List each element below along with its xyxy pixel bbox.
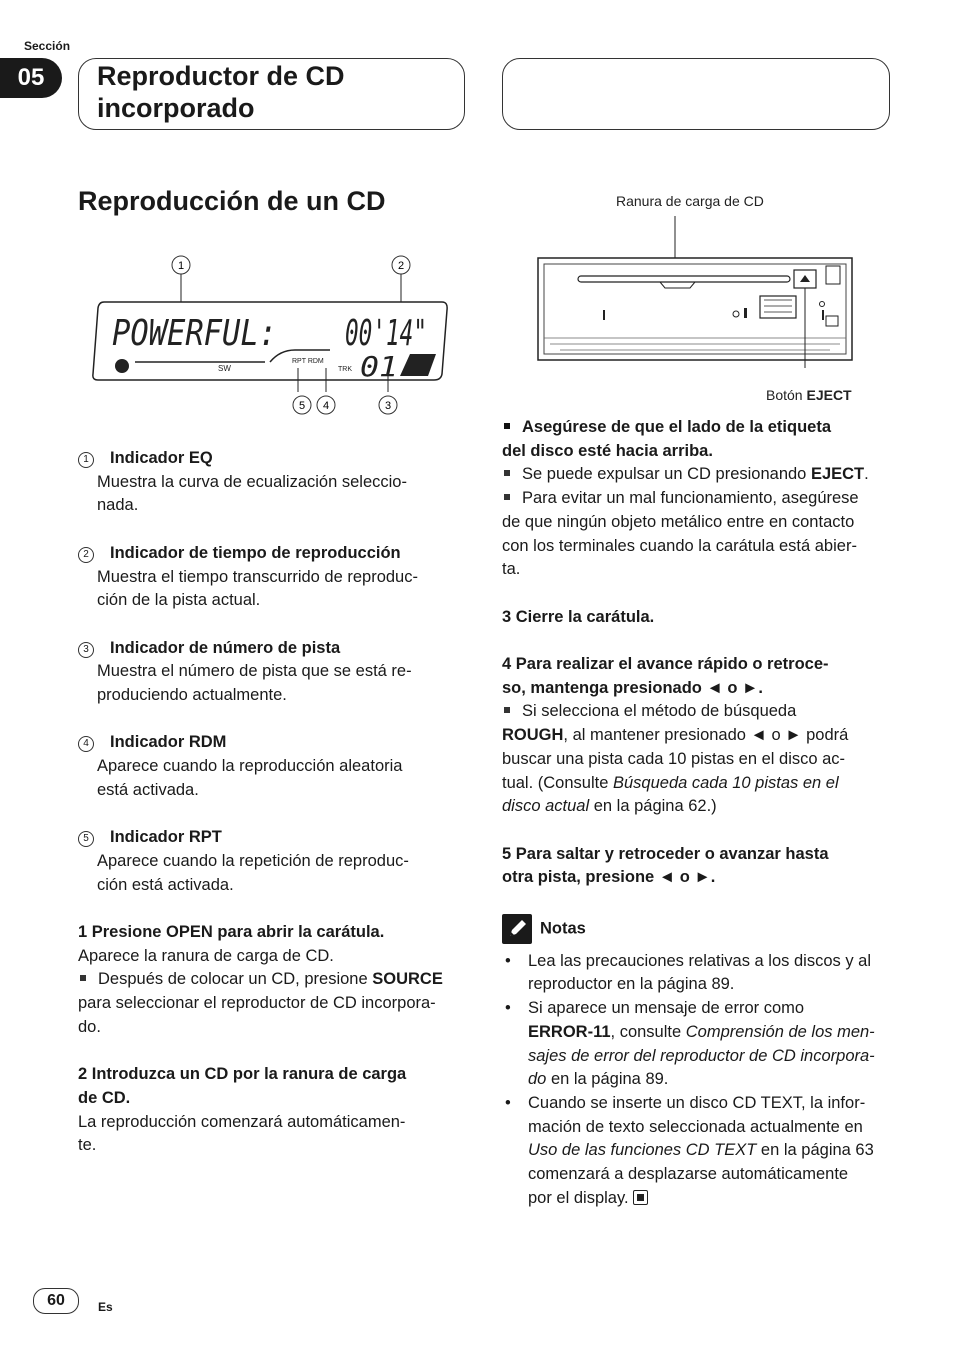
cd-slot-label: Ranura de carga de CD: [616, 193, 764, 209]
lcd-main-text: POWERFUL:: [112, 313, 277, 354]
section-label: Sección: [24, 39, 71, 53]
lcd-rpt-rdm-label: RPT RDM: [292, 358, 324, 365]
callout-3: 3: [384, 400, 392, 412]
step-3: 3 Cierre la carátula.: [502, 607, 655, 626]
callout-1: 1: [177, 260, 185, 272]
page-number: 60: [33, 1288, 79, 1314]
section-number-badge: 05: [0, 58, 62, 98]
pencil-icon: [502, 914, 532, 944]
lcd-sw-label: SW: [218, 364, 231, 373]
step-1: 1 Presione OPEN para abrir la carátula. Aparece la ranura de carga de CD. Después de colocar un CD, presione SOURCE para seleccionar el reproductor de CD incorpora- do.: [78, 922, 443, 1036]
callout-4: 4: [322, 400, 330, 412]
indicator-rpt: 5 Indicador RPT Aparece cuando la repetición de reproduc- ción está activada.: [78, 826, 468, 897]
metal-warning: Para evitar un mal funcionamiento, asegúrese de que ningún objeto metálico entre en contacto con los terminales cuando la carátula está abier- ta.: [502, 489, 859, 579]
empty-header-box: [502, 58, 890, 130]
end-mark-icon: [633, 1190, 648, 1205]
note-3: • Cuando se inserte un disco CD TEXT, la infor- mación de texto seleccionada actualmente en Uso de las funciones CD TEXT en la página 63 comenzará a desplazarse automáticamente por el display.: [502, 1092, 892, 1211]
language-code: Es: [98, 1300, 113, 1314]
step-2: 2 Introduzca un CD por la ranura de carga de CD. La reproducción comenzará automáticamen- te.: [78, 1065, 407, 1155]
step-5: 5 Para saltar y retroceder o avanzar hasta otra pista, presione ◄ o ►.: [502, 844, 829, 887]
indicator-time: 2 Indicador de tiempo de reproducción Muestra el tiempo transcurrido de reproduc- ción de la pista actual.: [78, 542, 468, 613]
notes-heading: Notas: [502, 914, 892, 944]
cd-unit-figure: [530, 188, 860, 408]
lcd-display-figure: [90, 250, 452, 420]
indicator-track: 3 Indicador de número de pista Muestra el número de pista que se está re- produciendo actualmente.: [78, 637, 468, 708]
right-column: [502, 416, 892, 1210]
indicator-eq: 1 Indicador EQ Muestra la curva de ecualización seleccio- nada.: [78, 447, 468, 518]
note-2: • Si aparece un mensaje de error como ERROR-11, consulte Comprensión de los men- sajes de error del reproductor de CD incorpora- do en la página 89.: [502, 997, 892, 1092]
lcd-trk-label: TRK: [338, 366, 352, 373]
lcd-time-text: 00'14": [345, 313, 427, 354]
lcd-track-text: 01: [360, 350, 398, 383]
callout-5: 5: [298, 400, 306, 412]
label-up-warning: Asegúrese de que el lado de la etiqueta del disco esté hacia arriba.: [502, 418, 832, 460]
page-title: Reproducción de un CD: [78, 186, 386, 216]
callout-2: 2: [397, 260, 405, 272]
chapter-title: Reproductor de CD incorporado: [97, 61, 345, 123]
indicator-list: [78, 447, 468, 1158]
step-4: 4 Para realizar el avance rápido o retroce- so, mantenga presionado ◄ o ►. Si selecciona el método de búsqueda ROUGH, al mantener presionado ◄ o ► podrá buscar una pista cada 10 pistas en el disco ac- tual. (Consulte Búsqueda cada 10 pistas en el disco actual en la página 62.): [502, 655, 849, 816]
note-1: • Lea las precauciones relativas a los discos y al reproductor en la página 89.: [502, 950, 892, 997]
indicator-rdm: 4 Indicador RDM Aparece cuando la reproducción aleatoria está activada.: [78, 731, 468, 802]
eject-note: Se puede expulsar un CD presionando EJECT.: [502, 463, 892, 487]
eject-button-label: Botón EJECT: [766, 387, 852, 403]
